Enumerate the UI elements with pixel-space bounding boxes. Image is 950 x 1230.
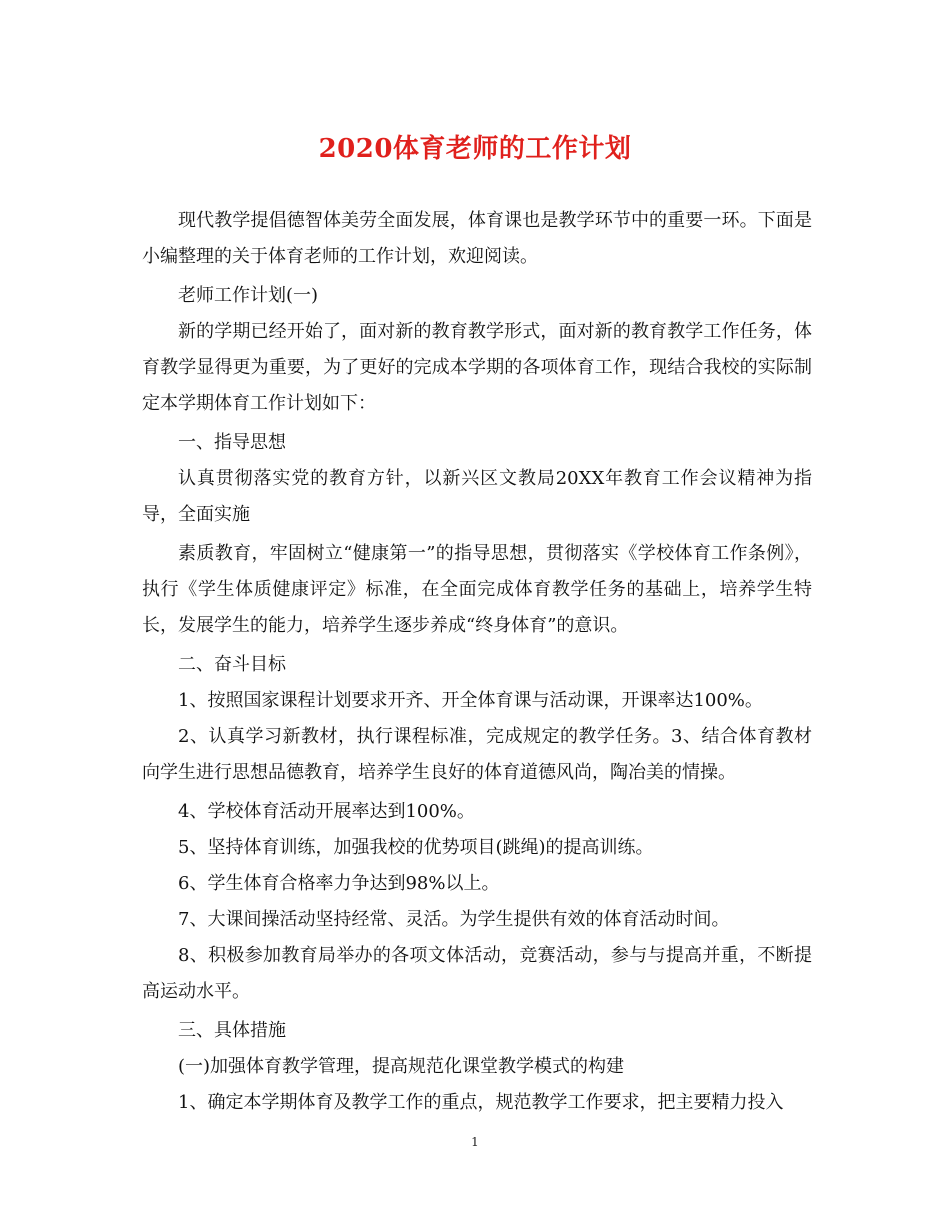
list-item-goal-6: 6、学生体育合格率力争达到98%以上。 <box>178 873 500 894</box>
subsection-heading-teaching-management: (一)加强体育教学管理，提高规范化课堂教学模式的构建 <box>178 1056 625 1077</box>
list-item-goal-5: 5、坚持体育训练，加强我校的优势项目(跳绳)的提高训练。 <box>178 837 654 858</box>
paragraph-quality-education: 素质教育，牢固树立“健康第一”的指导思想，贯彻落实《学校体育工作条例》，执行《学生体质健康评定》标准，在全面完成体育教学任务的基础上，培养学生特长，发展学生的能力，培养学生逐步养成“终身体育”的意识。 <box>142 543 812 636</box>
list-item-goal-4: 4、学校体育活动开展率达到100%。 <box>178 801 475 822</box>
page-number: 1 <box>471 1135 479 1149</box>
section-heading-goals: 二、奋斗目标 <box>178 654 286 675</box>
paragraph-intro: 现代教学提倡德智体美劳全面发展，体育课也是教学环节中的重要一环。下面是小编整理的关于体育老师的工作计划，欢迎阅读。 <box>142 210 812 267</box>
list-item-goal-1: 1、按照国家课程计划要求开齐、开全体育课与活动课，开课率达100%。 <box>178 690 763 711</box>
section-heading-measures: 三、具体措施 <box>178 1020 286 1041</box>
document-body <box>142 203 812 1121</box>
list-item-goal-7: 7、大课间操活动坚持经常、灵活。为学生提供有效的体育活动时间。 <box>178 909 730 930</box>
list-item-goal-2-3: 2、认真学习新教材，执行课程标准，完成规定的教学任务。3、结合体育教材向学生进行思想品德教育，培养学生良好的体育道德风尚，陶冶美的情操。 <box>142 726 812 783</box>
section-heading-plan-one: 老师工作计划(一) <box>178 285 319 306</box>
paragraph-semester-start: 新的学期已经开始了，面对新的教育教学形式，面对新的教育教学工作任务，体育教学显得更为重要，为了更好的完成本学期的各项体育工作，现结合我校的实际制定本学期体育工作计划如下： <box>142 321 812 414</box>
paragraph-guiding-ideology: 认真贯彻落实党的教育方针，以新兴区文教局20XX年教育工作会议精神为指导，全面实施 <box>142 468 812 525</box>
document-title: 2020体育老师的工作计划 <box>318 134 632 164</box>
list-item-measure-1: 1、确定本学期体育及教学工作的重点，规范教学工作要求，把主要精力投入 <box>178 1092 784 1113</box>
list-item-goal-8: 8、积极参加教育局举办的各项文体活动，竞赛活动，参与与提高并重，不断提高运动水平。 <box>142 945 812 1002</box>
section-heading-guiding-ideology: 一、指导思想 <box>178 432 286 453</box>
